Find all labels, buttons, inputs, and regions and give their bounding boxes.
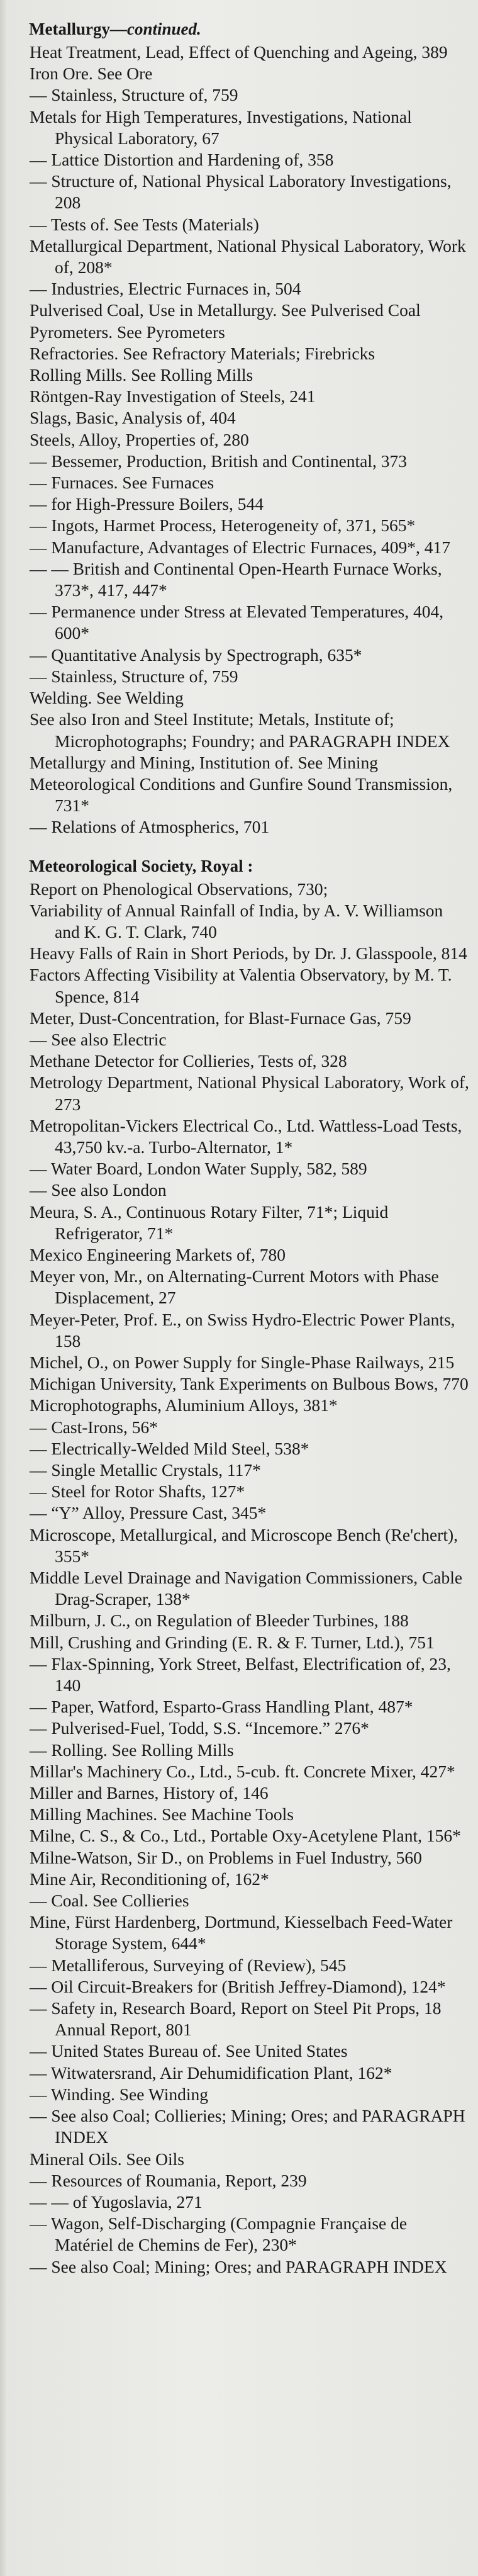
index-entry: Slags, Basic, Analysis of, 404 <box>30 408 236 428</box>
index-entry: Metallurgy and Mining, Institution of. See Mining <box>30 752 379 772</box>
index-entry: Mexico Engineering Markets of, 780 <box>30 1244 286 1264</box>
index-entry: — Tests of. See Tests (Materials) <box>30 214 259 234</box>
index-entry: — Wagon, Self-Discharging (Compagnie Française de Matériel de Chemins de Fer), 230* <box>30 2213 408 2255</box>
index-entry: Pulverised Coal, Use in Metallurgy. See Pulverised Coal <box>30 300 421 320</box>
index-entry: — Coal. See Collieries <box>30 1891 189 1911</box>
index-entry: Factors Affecting Visibility at Valentia Observatory, by M. T. Spence, 814 <box>30 965 452 1006</box>
index-entry: — See also Coal; Collieries; Mining; Ores; and PARAGRAPH INDEX <box>30 2106 465 2147</box>
index-entry: — Metalliferous, Surveying of (Review), 545 <box>30 1955 347 1975</box>
index-entry: — Stainless, Structure of, 759 <box>30 85 238 105</box>
index-entry: Meyer von, Mr., on Alternating-Current Motors with Phase Displacement, 27 <box>30 1266 439 1308</box>
index-entry: — Electrically-Welded Mild Steel, 538* <box>30 1438 309 1458</box>
index-entry: Report on Phenological Observations, 730; <box>30 879 328 899</box>
index-entry: Middle Level Drainage and Navigation Commissioners, Cable Drag-Scraper, 138* <box>30 1568 463 1609</box>
index-list-meteorological <box>20 879 469 2278</box>
index-entry: — Permanence under Stress at Elevated Temperatures, 404, 600* <box>30 602 444 643</box>
index-entry: See also Iron and Steel Institute; Metals, Institute of; Microphotographs; Foundry; and PARAGRAPH INDEX <box>30 709 450 751</box>
index-entry: Variability of Annual Rainfall of India, by A. V. Williamson and K. G. T. Clark, 740 <box>30 900 443 942</box>
index-entry: Pyrometers. See Pyrometers <box>30 322 225 342</box>
index-entry: — Witwatersrand, Air Dehumidification Plant, 162* <box>30 2062 392 2083</box>
index-entry: — Industries, Electric Furnaces in, 504 <box>30 279 301 299</box>
index-entry: Miller and Barnes, History of, 146 <box>30 1783 269 1803</box>
index-entry: Microphotographs, Aluminium Alloys, 381* <box>30 1395 338 1415</box>
index-entry: — Structure of, National Physical Laboratory Investigations, 208 <box>30 171 452 213</box>
index-entry: Mine Air, Reconditioning of, 162* <box>30 1869 269 1889</box>
index-entry: Metrology Department, National Physical Laboratory, Work of, 273 <box>30 1072 469 1114</box>
index-entry: — Manufacture, Advantages of Electric Furnaces, 409*, 417 <box>30 537 450 557</box>
index-entry: Microscope, Metallurgical, and Microscope Bench (Re'chert), 355* <box>30 1524 459 1566</box>
index-entry: Meura, S. A., Continuous Rotary Filter, 71*; Liquid Refrigerator, 71* <box>30 1201 389 1243</box>
index-entry: — Flax-Spinning, York Street, Belfast, Electrification of, 23, 140 <box>30 1653 451 1696</box>
index-entry: — Oil Circuit-Breakers for (British Jeffrey-Diamond), 124* <box>30 1976 446 1996</box>
index-entry: — Ingots, Harmet Process, Heterogeneity of, 371, 565* <box>30 515 416 536</box>
index-entry: Michigan University, Tank Experiments on Bulbous Bows, 770 <box>30 1374 469 1394</box>
index-entry: — See also Electric <box>30 1029 167 1049</box>
index-entry: Meyer-Peter, Prof. E., on Swiss Hydro-Electric Power Plants, 158 <box>30 1309 455 1351</box>
index-entry: — — British and Continental Open-Hearth Furnace Works, 373*, 417, 447* <box>30 558 442 600</box>
index-entry: — Furnaces. See Furnaces <box>30 473 214 493</box>
index-entry: Metals for High Temperatures, Investigations, National Physical Laboratory, 67 <box>30 106 412 148</box>
index-entry: — United States Bureau of. See United States <box>30 2041 348 2061</box>
index-entry: Milne-Watson, Sir D., on Problems in Fuel Industry, 560 <box>30 1847 422 1867</box>
index-entry: Steels, Alloy, Properties of, 280 <box>30 429 249 449</box>
index-list-metallurgy <box>20 42 469 838</box>
index-entry: — Water Board, London Water Supply, 582, 589 <box>30 1159 367 1179</box>
index-entry: Metallurgical Department, National Physical Laboratory, Work of, 208* <box>30 235 466 278</box>
index-entry: Milling Machines. See Machine Tools <box>30 1804 294 1825</box>
section-heading-meteorological-society: Meteorological Society, Royal : <box>29 856 253 875</box>
index-entry: — Steel for Rotor Shafts, 127* <box>30 1482 245 1502</box>
index-entry: — Single Metallic Crystals, 117* <box>30 1460 261 1480</box>
index-entry: — Rolling. See Rolling Mills <box>30 1740 234 1760</box>
index-entry: — Cast-Irons, 56* <box>30 1417 158 1437</box>
index-entry: Meteorological Conditions and Gunfire Sound Transmission, 731* <box>30 773 453 816</box>
index-entry: Rolling Mills. See Rolling Mills <box>30 365 253 385</box>
index-entry: — Quantitative Analysis by Spectrograph, 635* <box>30 644 362 665</box>
index-entry: Iron Ore. See Ore <box>30 64 153 84</box>
index-entry: — Winding. See Winding <box>30 2084 208 2104</box>
index-entry: Milburn, J. C., on Regulation of Bleeder Turbines, 188 <box>30 1611 409 1631</box>
index-entry: — for High-Pressure Boilers, 544 <box>30 494 264 514</box>
index-entry: — — of Yugoslavia, 271 <box>30 2191 203 2212</box>
index-entry: Mine, Fürst Hardenberg, Dortmund, Kiesselbach Feed-Water Storage System, 644* <box>30 1912 453 1954</box>
index-entry: Metropolitan-Vickers Electrical Co., Ltd. Wattless-Load Tests, 43,750 kv.-a. Turbo-Alternator, 1* <box>30 1115 462 1157</box>
index-entry: — Safety in, Research Board, Report on Steel Pit Props, 18 Annual Report, 801 <box>30 1998 442 2040</box>
index-entry: — Stainless, Structure of, 759 <box>30 666 238 686</box>
index-entry: — Relations of Atmospherics, 701 <box>30 817 270 837</box>
index-entry: — Paper, Watford, Esparto-Grass Handling Plant, 487* <box>30 1697 413 1717</box>
index-entry: Michel, O., on Power Supply for Single-Phase Railways, 215 <box>30 1352 455 1372</box>
index-entry: Röntgen-Ray Investigation of Steels, 241 <box>30 386 316 407</box>
index-entry: — Pulverised-Fuel, Todd, S.S. “Incemore.” 276* <box>30 1718 369 1738</box>
index-entry: Welding. See Welding <box>30 688 184 708</box>
index-entry: Milne, C. S., & Co., Ltd., Portable Oxy-Acetylene Plant, 156* <box>30 1826 461 1846</box>
index-entry: Refractories. See Refractory Materials; Firebricks <box>30 343 375 363</box>
index-entry: — Bessemer, Production, British and Continental, 373 <box>30 451 408 471</box>
index-entry: Heavy Falls of Rain in Short Periods, by Dr. J. Glasspoole, 814 <box>30 943 467 964</box>
index-entry: — See also London <box>30 1180 167 1200</box>
section-heading-metallurgy: Metallurgy—continued. <box>29 20 201 38</box>
index-entry: — “Y” Alloy, Pressure Cast, 345* <box>30 1503 267 1523</box>
index-entry: Methane Detector for Collieries, Tests of, 328 <box>30 1051 347 1071</box>
index-entry: Meter, Dust-Concentration, for Blast-Furnace Gas, 759 <box>30 1008 411 1028</box>
index-entry: — See also Coal; Mining; Ores; and PARAGRAPH INDEX <box>30 2256 447 2276</box>
index-entry: Millar's Machinery Co., Ltd., 5-cub. ft. Concrete Mixer, 427* <box>30 1761 455 1781</box>
index-entry: Mill, Crushing and Grinding (E. R. & F. Turner, Ltd.), 751 <box>30 1632 435 1652</box>
index-entry: — Resources of Roumania, Report, 239 <box>30 2170 307 2190</box>
index-entry: — Lattice Distortion and Hardening of, 358 <box>30 150 334 170</box>
index-entry: Heat Treatment, Lead, Effect of Quenching and Ageing, 389 <box>30 42 448 62</box>
index-entry: Mineral Oils. See Oils <box>30 2149 184 2169</box>
